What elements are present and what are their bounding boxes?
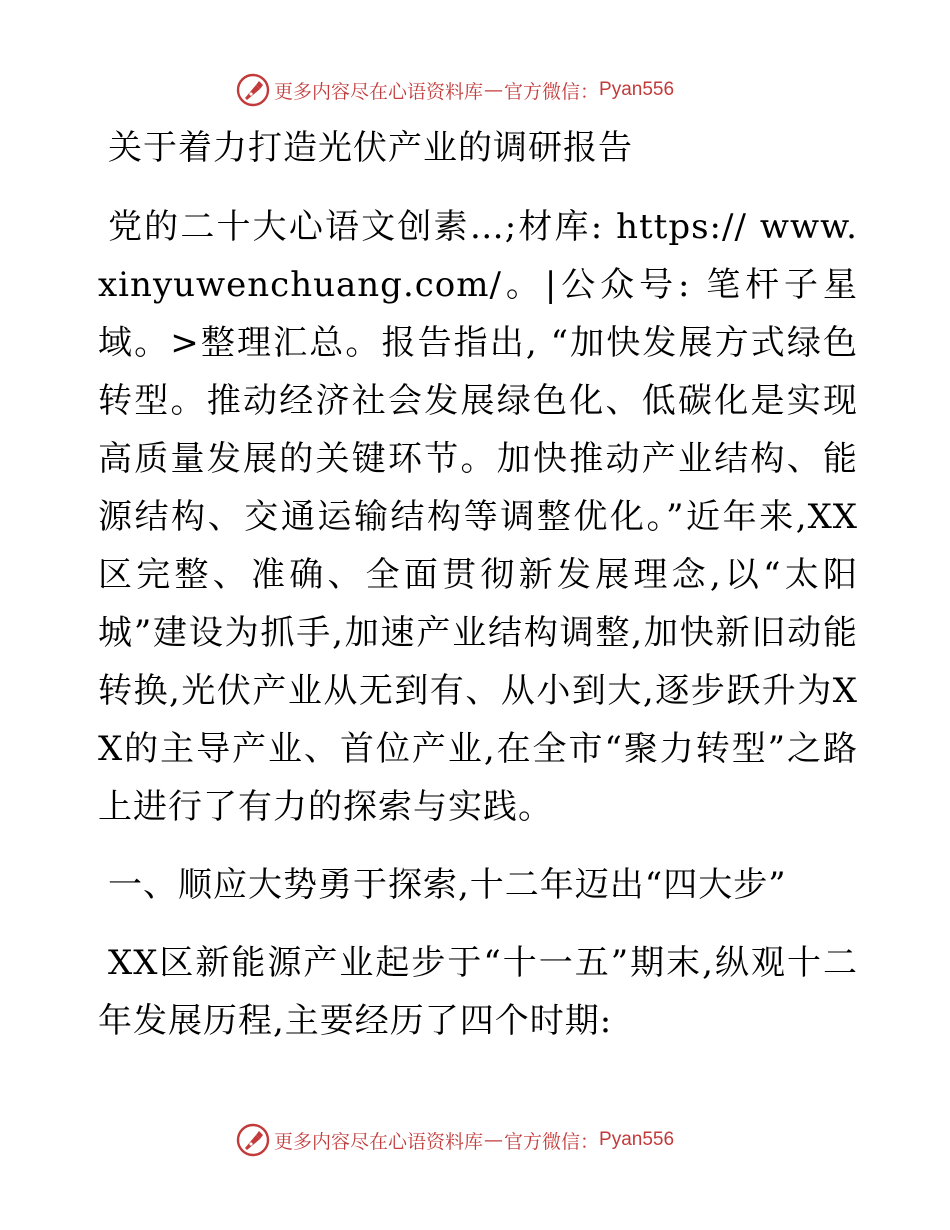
document-title: 关于着力打造光伏产业的调研报告 [108, 128, 633, 168]
watermark-wechat-id: Pyan556 [599, 1129, 675, 1150]
watermark-wechat-id: Pyan556 [599, 79, 675, 100]
watermark-dash: — [484, 1129, 504, 1151]
watermark-wechat-label: 官方微信： [504, 1130, 600, 1153]
watermark-site-text: 更多内容尽在心语资料库 [274, 1130, 484, 1153]
watermark-banner-bottom [236, 1122, 716, 1158]
watermark-site-text: 更多内容尽在心语资料库 [274, 80, 484, 103]
paragraph-history: XX区新能源产业起步于“十一五”期末,纵观十二年发展历程,主要经历了四个时期: [98, 943, 858, 1041]
document-body [98, 120, 858, 1050]
section-heading-1: 一、顺应大势勇于探索,十二年迈出“四大步” [108, 865, 787, 905]
pen-nib-logo-icon [236, 1123, 270, 1157]
watermark-banner-top [236, 72, 716, 108]
watermark-dash: — [484, 79, 504, 101]
paragraph-intro: 党的二十大心语文创素…;材库: https:// www.xinyuwenchuang.com/。|公众号: 笔杆子星域。>整理汇总。报告指出, “加快发展方式绿色转型。推动经济社会发展绿色化、低碳化是实现高质量发展的关键环节。加快推动产业结构、能源结构、交通运输结构等调整优化。”近年来,XX区完整、准确、全面贯彻新发展理念,以“太阳城”建设为抓手,加速产业结构调整,加快新旧动能转换,光伏产业从无到有、从小到大,逐步跃升为XX的主导产业、首位产业,在全市“聚力转型”之路上进行了有力的探索与实践。 [98, 207, 858, 827]
watermark-wechat-label: 官方微信： [504, 80, 600, 103]
pen-nib-logo-icon [236, 73, 270, 107]
